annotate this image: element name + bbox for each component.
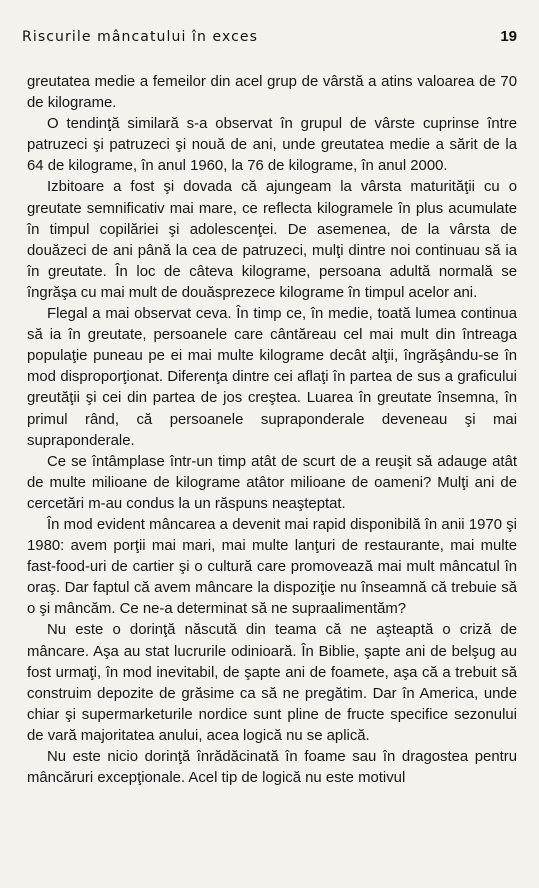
paragraph: Ce se întâmplase într-un timp atât de scurt de a reuşit să adauge atât de multe milioane de kilograme atâtor milioane de oameni? Mulţi ani de cercetări m-au condus la un răspuns neaşteptat. xyxy=(27,453,517,512)
paragraph: O tendinţă similară s-a observat în grupul de vârste cuprinse între patruzeci şi patruzeci şi nouă de ani, unde greutatea medie a sărit de la 64 de kilograme, în anul 1960, la 76 de kilograme, în anul 2000. xyxy=(27,116,517,175)
paragraph: Nu este o dorinţă născută din teama că ne aşteaptă o criză de mâncare. Aşa au stat lucrurile odinioară. În Biblie, şapte ani de belşug au fost urmaţi, în mod inevitabil, de şapte ani de foamete, aşa că a trebuit să construim depozite de grăsime ca să ne pregătim. Dar în America, unde chiar şi supermarketurile nordice sunt pline de fructe specifice sezonului de vară majoritatea anului, acea logică nu se aplică. xyxy=(27,622,517,744)
running-head xyxy=(22,28,517,50)
body-text xyxy=(27,72,517,789)
paragraph: Nu este nicio dorinţă înrădăcinată în foame sau în dragostea pentru mâncăruri excepţionale. Acel tip de logică nu este motivul xyxy=(27,749,517,787)
page-number: 19 xyxy=(500,28,517,45)
paragraph: Izbitoare a fost şi dovada că ajungeam la vârsta maturităţii cu o greutate semnificativ mai mare, ce reflecta kilogramele în plus acumulate în timpul copilăriei şi adolescenţei. De asemenea, de la vârsta de douăzeci de ani până la cea de patruzeci, mulţi dintre noi continuau să ia în greutate. În loc de câteva kilograme, persoana adultă normală se îngrăşa cu mai mult de douăsprezece kilograme în timpul acelor ani. xyxy=(27,179,517,301)
paragraph: În mod evident mâncarea a devenit mai rapid disponibilă în anii 1970 şi 1980: avem porţii mai mari, mai multe lanţuri de restaurante, mai multe fast-food-uri de cartier şi o cultură care promovează mai mult mâncatul în oraş. Dar faptul că avem mâncare la dispoziţie nu înseamnă că trebuie să o şi mâncăm. Ce ne-a determinat să ne supraalimentăm? xyxy=(27,516,517,618)
paragraph: Flegal a mai observat ceva. În timp ce, în medie, toată lumea continua să ia în greutate, persoanele care cântăreau cel mai mult din întreaga populaţie puneau pe ei mai multe kilograme decât alţii, îngrăşându-se în mod disproporţionat. Diferenţa dintre cei aflaţi în partea de sus a graficului greutăţii şi cei din partea de jos creştea. Luarea în greutate însemna, în primul rând, că persoanele supraponderale deveneau şi mai supraponderale. xyxy=(27,306,517,449)
paragraph-continuation: greutatea medie a femeilor din acel grup de vârstă a atins valoarea de 70 de kilograme. xyxy=(27,74,517,112)
running-title: Riscurile mâncatului în exces xyxy=(22,29,259,45)
